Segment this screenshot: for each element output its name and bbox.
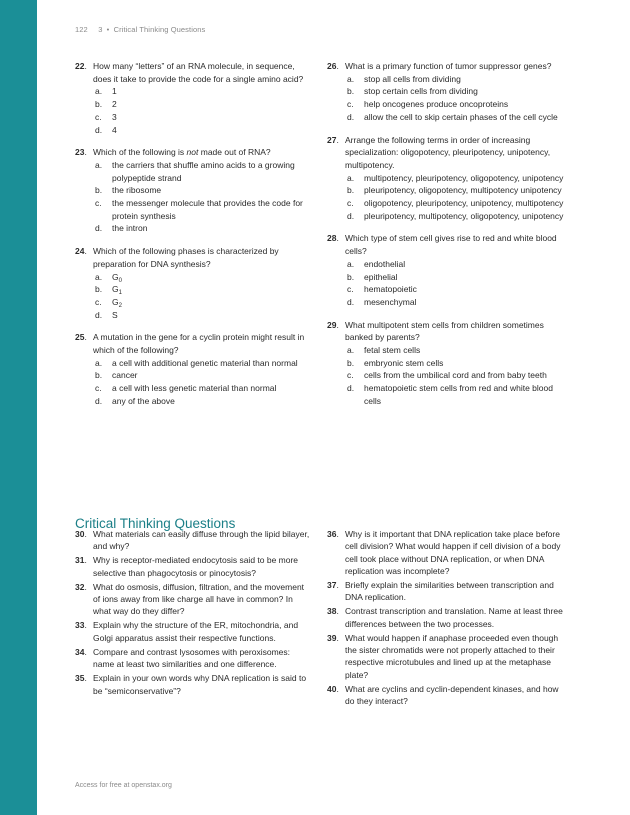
question-25 [75, 331, 310, 407]
option: a. a cell with additional genetic material than normal [95, 357, 298, 368]
option: d. allow the cell to skip certain phases of the cell cycle [347, 111, 558, 122]
option: a. multipotency, pleuripotency, oligopotency, unipotency [347, 172, 564, 183]
option: b. 2 [95, 99, 117, 110]
question-stem: Which of the following is not made out of RNA? [93, 147, 271, 158]
question-number: 23. [75, 147, 87, 158]
section-title-critical-thinking: Critical Thinking Questions [75, 516, 236, 532]
option: c. $G_2$ [95, 296, 122, 309]
critical-question-36: 36. Why is it important that DNA replication take place before cell division? What would happen if cell division of a body cell took place without DNA replication, or when DNA replication was incomplete? [327, 529, 561, 576]
critical-question-32: 32. What do osmosis, diffusion, filtration, and the movement of ions away from like charge all have in common? In what way do they differ? [75, 581, 305, 617]
critical-question-40: 40. What are cyclins and cyclin-dependent kinases, and how do they interact? [327, 683, 559, 707]
side-color-bar [0, 0, 37, 815]
question-number: 37. [327, 579, 339, 590]
option: c. cells from the umbilical cord and from baby teeth [347, 370, 547, 381]
question-number: 36. [327, 529, 339, 539]
critical-question-38: 38. Contrast transcription and translation. Name at least three differences between the two processes. [327, 606, 563, 629]
question-stem: Which type of stem cell gives rise to red and white blood cells? [345, 233, 557, 257]
question-number: 28. [327, 233, 339, 244]
page-header [75, 25, 205, 34]
review-questions-left [75, 60, 310, 418]
question-23 [75, 146, 310, 235]
page-number: 122 [75, 25, 88, 34]
option: d. 4 [95, 124, 117, 135]
question-stem: A mutation in the gene for a cyclin protein might result in which of the following? [93, 332, 305, 356]
option: d. S [95, 309, 118, 320]
critical-question-31: 31. Why is receptor-mediated endocytosis said to be more selective than phagocytosis or pinocytosis? [75, 555, 299, 578]
option: c. hematopoietic [347, 284, 417, 295]
option: c. help oncogenes produce oncoproteins [347, 99, 509, 110]
option: c. a cell with less genetic material than normal [95, 383, 277, 394]
question-number: 39. [327, 632, 339, 643]
question-number: 38. [327, 606, 339, 617]
question-24 [75, 245, 310, 321]
chapter-number: 3 [98, 25, 103, 34]
question-number: 34. [75, 646, 87, 657]
option: d. the intron [95, 223, 148, 234]
critical-question-34: 34. Compare and contrast lysosomes with peroxisomes: name at least two similarities and one difference. [75, 646, 290, 670]
question-number: 33. [75, 620, 87, 631]
option: b. cancer [95, 370, 138, 381]
question-number: 29. [327, 319, 339, 330]
option: a. endothelial [347, 258, 406, 269]
question-26 [327, 60, 567, 124]
question-number: 25. [75, 332, 87, 343]
option: d. mesenchymal [347, 296, 417, 307]
question-28 [327, 232, 567, 308]
question-number: 22. [75, 61, 87, 71]
question-number: 40. [327, 683, 339, 694]
option: a. $G_0$ [95, 271, 122, 284]
option: c. oligopotency, pleuripotency, unipotency, multipotency [347, 198, 564, 209]
page-footer: Access for free at openstax.org [75, 782, 172, 789]
option: d. hematopoietic stem cells from red and white blood cells [347, 383, 553, 406]
question-number: 24. [75, 246, 87, 257]
question-22 [75, 60, 310, 136]
question-stem: How many “letters” of an RNA molecule, in sequence, does it take to provide the code for a single amino acid? [93, 61, 304, 84]
option: b. embryonic stem cells [347, 357, 444, 368]
question-number: 30. [75, 529, 87, 539]
critical-question-35: 35. Explain in your own words why DNA replication is said to be “semiconservative”? [75, 673, 307, 696]
header-separator: • [106, 25, 110, 34]
option: a. the carriers that shuffle amino acids to a growing polypeptide strand [95, 159, 295, 183]
question-27 [327, 134, 567, 223]
critical-question-37: 37. Briefly explain the similarities between transcription and DNA replication. [327, 579, 554, 603]
question-stem: What is a primary function of tumor suppressor genes? [345, 61, 552, 71]
option: d. any of the above [95, 395, 175, 406]
option: a. 1 [95, 86, 117, 97]
question-29 [327, 319, 567, 408]
option: b. the ribosome [95, 185, 162, 196]
option: a. fetal stem cells [347, 345, 421, 356]
critical-questions-right [327, 528, 567, 709]
critical-questions-left [75, 528, 310, 699]
option: b. epithelial [347, 271, 398, 282]
option: d. pleuripotency, multipotency, oligopotency, unipotency [347, 210, 564, 221]
review-questions-right [327, 60, 567, 418]
option: b. pleuripotency, oligopotency, multipotency unipotency [347, 185, 562, 196]
critical-question-30: 30. What materials can easily diffuse through the lipid bilayer, and why? [75, 529, 310, 552]
question-number: 26. [327, 61, 339, 71]
question-stem: What multipotent stem cells from children sometimes banked by parents? [345, 319, 544, 343]
option: a. stop all cells from dividing [347, 73, 461, 84]
option: b. stop certain cells from dividing [347, 86, 478, 97]
question-stem: Arrange the following terms in order of increasing specialization: oligopotency, pleuripotency, unipotency, multipotency. [345, 134, 551, 170]
option: c. 3 [95, 111, 117, 122]
question-stem: Which of the following phases is characterized by preparation for DNA synthesis? [93, 246, 279, 269]
question-number: 35. [75, 673, 87, 684]
critical-question-39: 39. What would happen if anaphase proceeded even though the sister chromatids were not properly attached to their respective microtubules and lined up at the metaphase plate? [327, 632, 559, 680]
question-number: 32. [75, 581, 87, 592]
question-number: 27. [327, 134, 339, 145]
section-name: Critical Thinking Questions [113, 25, 206, 34]
option: b. $G_1$ [95, 284, 122, 297]
question-number: 31. [75, 555, 87, 566]
critical-question-33: 33. Explain why the structure of the ER, mitochondria, and Golgi apparatus assist their respective functions. [75, 620, 299, 643]
option: c. the messenger molecule that provides the code for protein synthesis [95, 198, 303, 221]
